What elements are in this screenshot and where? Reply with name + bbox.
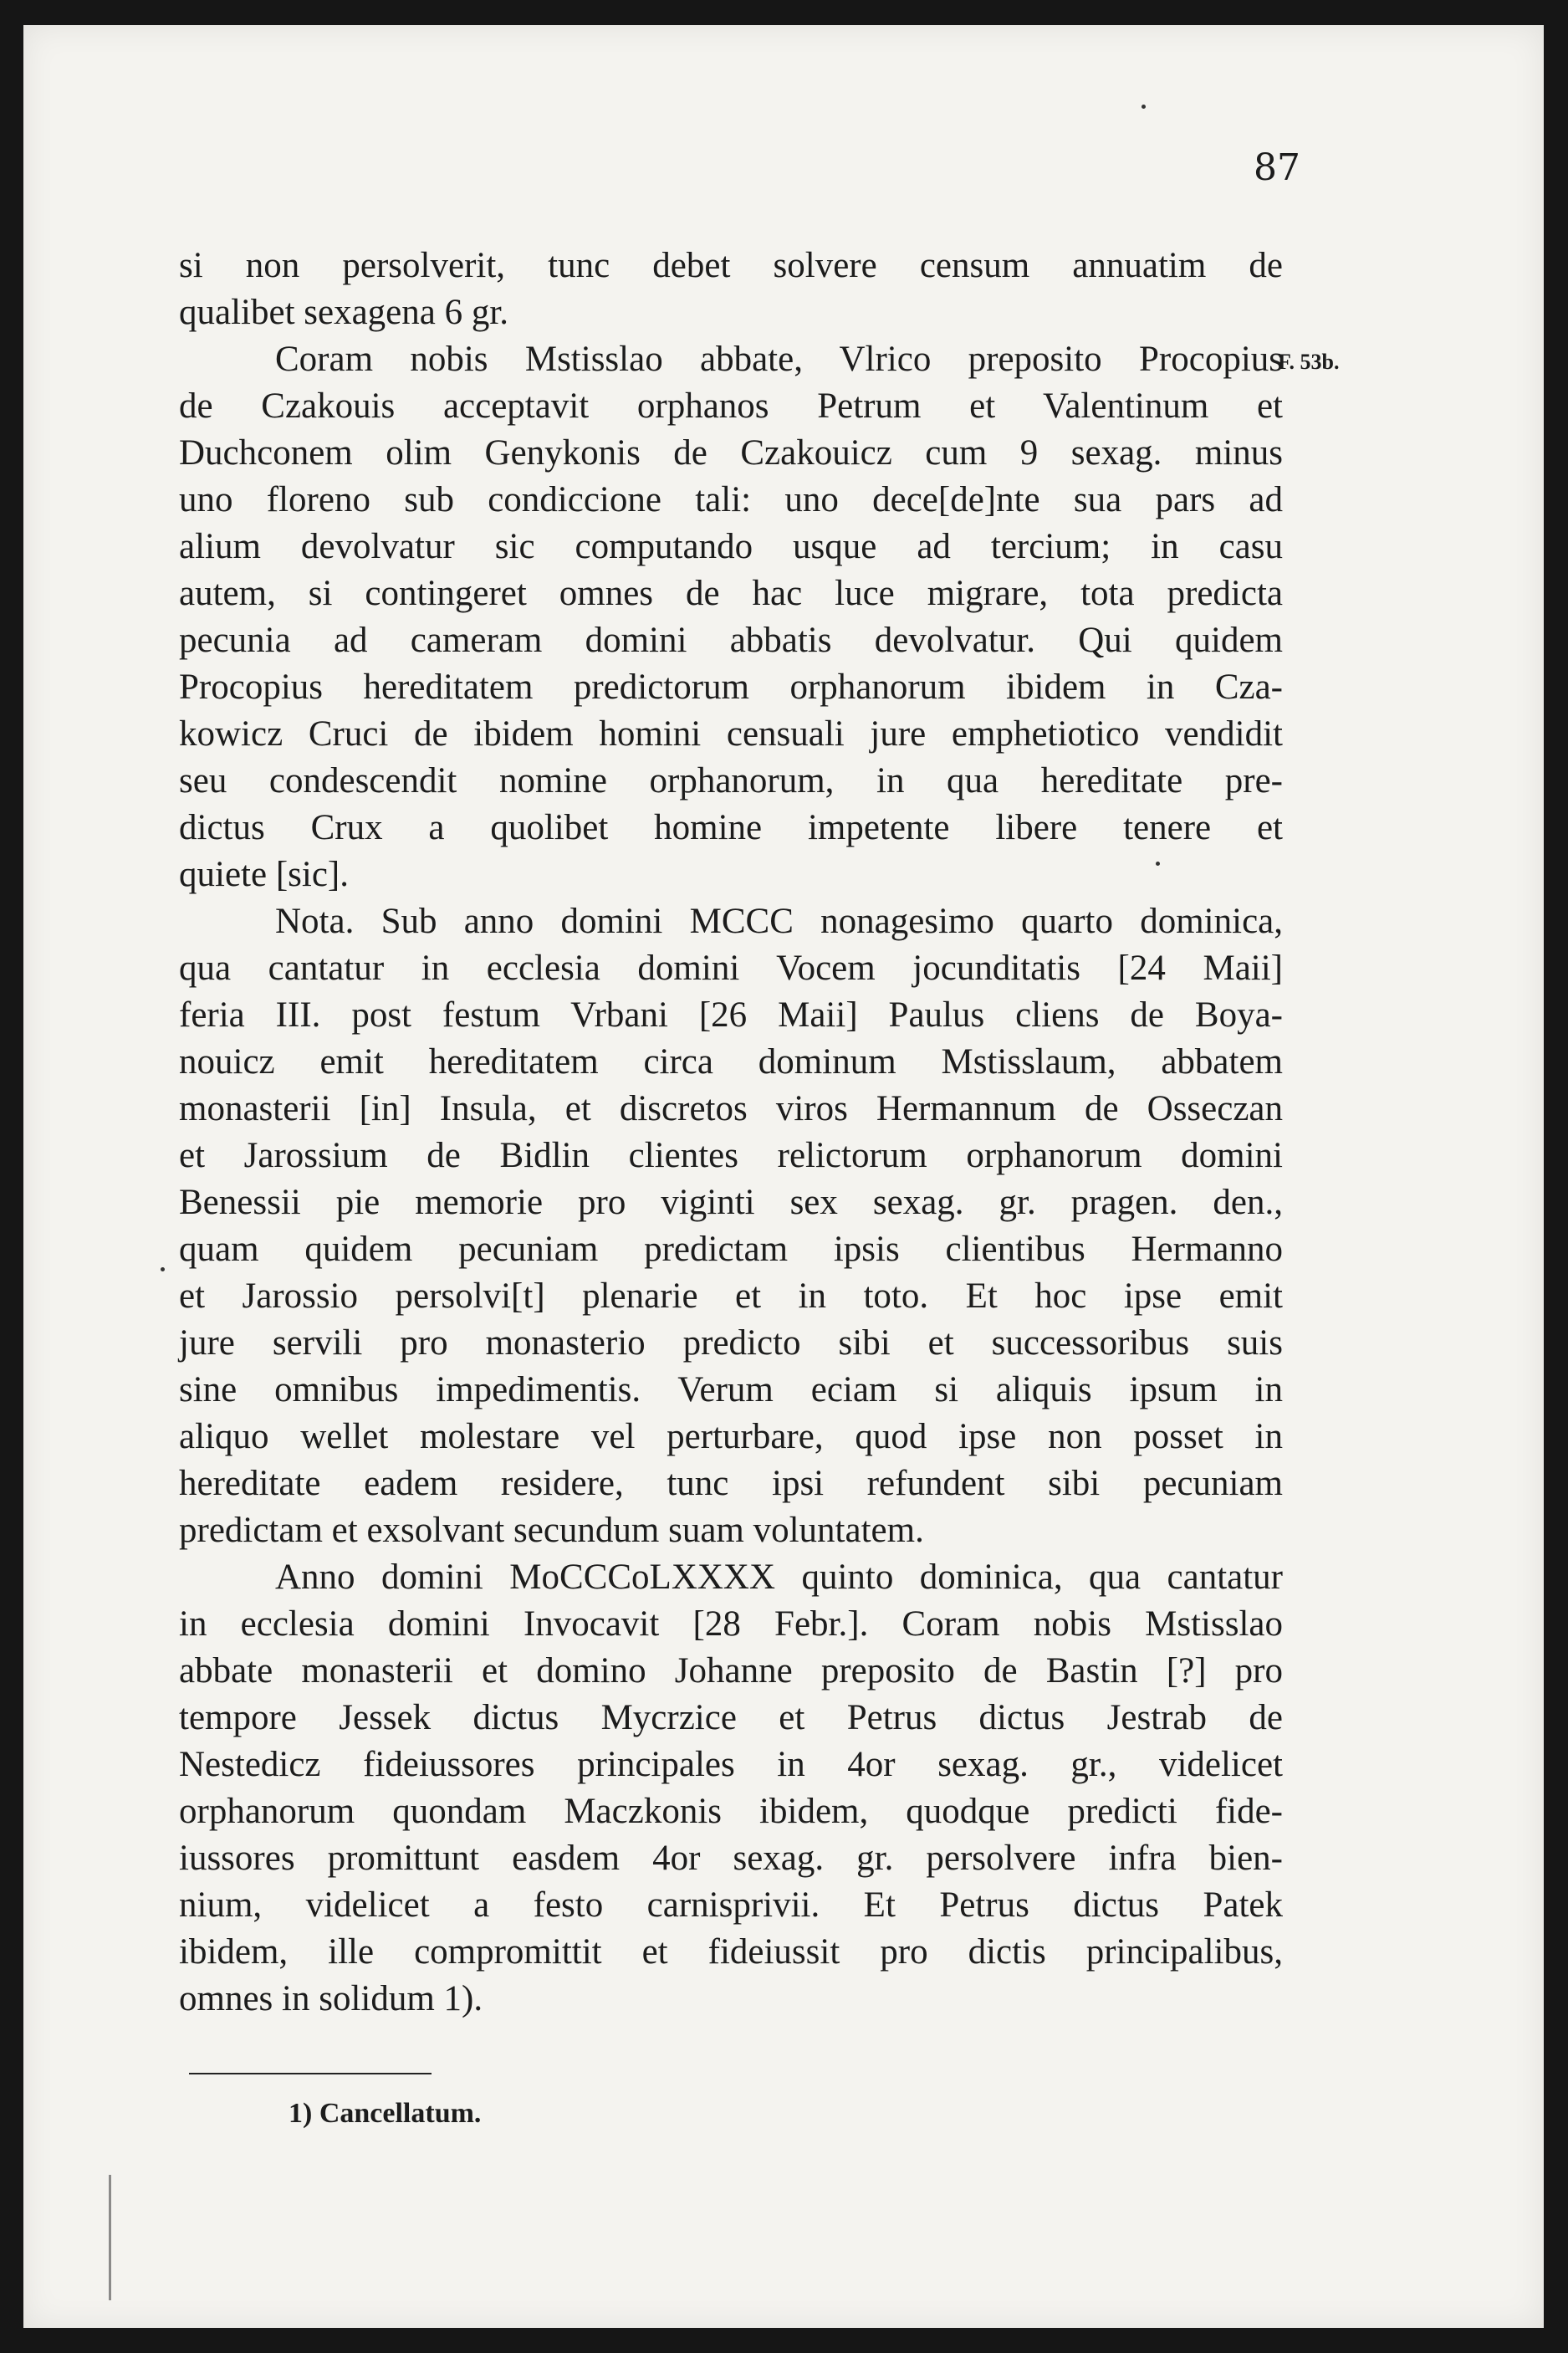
text-line: nouicz emit hereditatem circa dominum Mstisslaum, abbatem	[179, 1042, 1283, 1082]
text-line: Nota. Sub anno domini MCCC nonagesimo quarto dominica,	[275, 902, 1283, 941]
footnote-text: Cancellatum.	[319, 2098, 482, 2129]
footnote	[289, 2098, 481, 2130]
text-line: quiete [sic].	[179, 855, 349, 894]
text-line: kowicz Cruci de ibidem homini censuali jure emphetiotico vendidit	[179, 714, 1283, 754]
text-line: tempore Jessek dictus Mycrzice et Petrus dictus Jestrab de	[179, 1698, 1283, 1737]
text-line: predictam et exsolvant secundum suam voluntatem.	[179, 1511, 924, 1550]
text-line: alium devolvatur sic computando usque ad tercium; in casu	[179, 527, 1283, 566]
text-line: hereditate eadem residere, tunc ipsi refundent sibi pecuniam	[179, 1464, 1283, 1503]
text-line: abbate monasterii et domino Johanne preposito de Bastin [?] pro	[179, 1651, 1283, 1691]
text-line: si non persolverit, tunc debet solvere censum annuatim de	[179, 246, 1283, 285]
text-line: omnes in solidum 1).	[179, 1979, 483, 2018]
text-line: orphanorum quondam Maczkonis ibidem, quodque predicti fide-	[179, 1792, 1283, 1831]
scan-speck	[161, 1267, 165, 1271]
text-line: et Jarossium de Bidlin clientes relictorum orphanorum domini	[179, 1136, 1283, 1175]
text-line: in ecclesia domini Invocavit [28 Febr.]. Coram nobis Mstisslao	[179, 1604, 1283, 1644]
text-line: sine omnibus impedimentis. Verum eciam si aliquis ipsum in	[179, 1370, 1283, 1409]
text-line: de Czakouis acceptavit orphanos Petrum et Valentinum et	[179, 386, 1283, 426]
scan-speck	[1156, 862, 1160, 866]
text-line: dictus Crux a quolibet homine impetente libere tenere et	[179, 808, 1283, 847]
text-line: monasterii [in] Insula, et discretos viros Hermannum de Osseczan	[179, 1089, 1283, 1128]
text-line: quam quidem pecuniam predictam ipsis clientibus Hermanno	[179, 1230, 1283, 1269]
page-number: 87	[1254, 146, 1300, 189]
body-text	[179, 243, 1283, 2023]
text-line: et Jarossio persolvi[t] plenarie et in toto. Et hoc ipse emit	[179, 1276, 1283, 1316]
text-line: uno floreno sub condiccione tali: uno dece[de]nte sua pars ad	[179, 480, 1283, 519]
text-line: Duchconem olim Genykonis de Czakouicz cum 9 sexag. minus	[179, 433, 1283, 473]
scan-speck	[1142, 105, 1146, 109]
margin-folio-note: F. 53b.	[1278, 350, 1340, 374]
text-line: feria III. post festum Vrbani [26 Maii] Paulus cliens de Boya-	[179, 995, 1283, 1035]
text-line: seu condescendit nomine orphanorum, in qua hereditate pre-	[179, 761, 1283, 801]
text-line: ibidem, ille compromittit et fideiussit pro dictis principalibus,	[179, 1932, 1283, 1972]
text-line: pecunia ad cameram domini abbatis devolvatur. Qui quidem	[179, 621, 1283, 660]
footnote-divider	[189, 2073, 432, 2074]
text-line: Anno domini MoCCCoLXXXX quinto dominica, qua cantatur	[275, 1558, 1283, 1597]
text-line: Procopius hereditatem predictorum orphanorum ibidem in Cza-	[179, 668, 1283, 707]
text-line: Coram nobis Mstisslao abbate, Vlrico preposito Procopius	[275, 340, 1283, 379]
text-line: qua cantatur in ecclesia domini Vocem jocunditatis [24 Maii]	[179, 949, 1283, 988]
text-line: autem, si contingeret omnes de hac luce migrare, tota predicta	[179, 574, 1283, 613]
footnote-marker: 1)	[289, 2098, 313, 2129]
text-line: Benessii pie memorie pro viginti sex sexag. gr. pragen. den.,	[179, 1183, 1283, 1222]
scan-edge-mark	[109, 2175, 111, 2300]
text-line: nium, videlicet a festo carnisprivii. Et Petrus dictus Patek	[179, 1885, 1283, 1925]
text-line: jure servili pro monasterio predicto sibi et successoribus suis	[179, 1323, 1283, 1363]
text-line: iussores promittunt easdem 4or sexag. gr. persolvere infra bien-	[179, 1839, 1283, 1878]
text-line: Nestedicz fideiussores principales in 4or sexag. gr., videlicet	[179, 1745, 1283, 1784]
text-line: aliquo wellet molestare vel perturbare, quod ipse non posset in	[179, 1417, 1283, 1456]
text-line: qualibet sexagena 6 gr.	[179, 293, 509, 332]
